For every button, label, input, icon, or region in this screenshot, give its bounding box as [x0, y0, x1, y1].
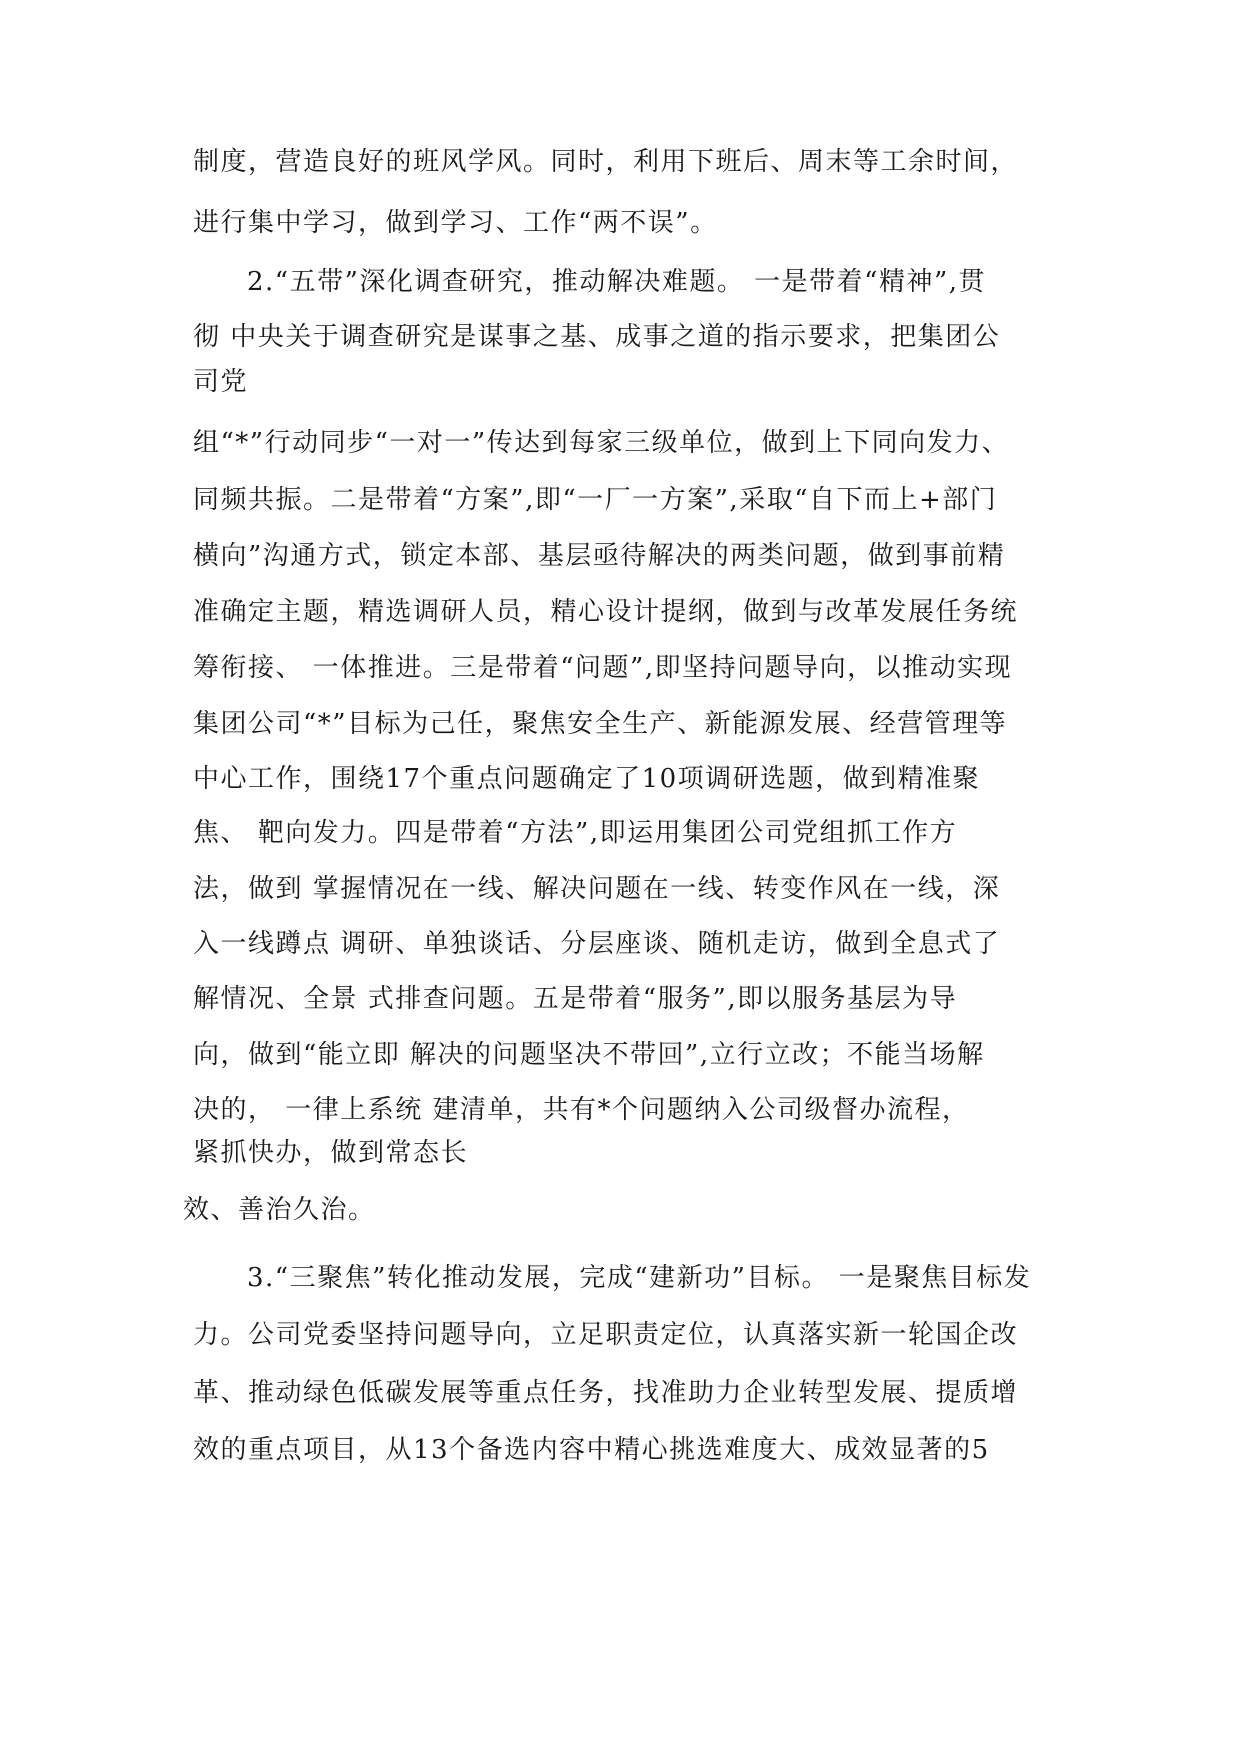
text-line: 紧抓快办，做到常态长 — [193, 1138, 469, 1168]
text-line: 准确定主题，精选调研人员，精心设计提纲，做到与改革发展任务统 — [193, 597, 1019, 627]
text-line: 筹衔接、 一体推进。三是带着“问题”,即坚持问题导向，以推动实现 — [193, 653, 1013, 683]
text-line: 2.“五带”深化调查研究，推动解决难题。 一是带着“精神”,贯 — [247, 267, 987, 297]
text-line: 集团公司“*”目标为己任，聚焦安全生产、新能源发展、经营管理等 — [193, 709, 1008, 739]
text-line: 革、推动绿色低碳发展等重点任务，找准助力企业转型发展、提质增 — [193, 1378, 1019, 1408]
text-line: 效、善治久治。 — [183, 1195, 376, 1225]
text-line: 中心工作，围绕17个重点问题确定了10项调研选题，做到精准聚 — [193, 764, 981, 794]
text-line: 向，做到“能立即 解决的问题坚决不带回”,立行立改；不能当场解 — [193, 1040, 985, 1070]
text-line: 彻 中央关于调查研究是谋事之基、成事之道的指示要求，把集团公 — [193, 322, 1001, 352]
text-line: 法，做到 掌握情况在一线、解决问题在一线、转变作风在一线，深 — [193, 874, 1001, 904]
text-line: 入一线蹲点 调研、单独谈话、分层座谈、随机走访，做到全息式了 — [193, 929, 1001, 959]
text-line: 进行集中学习，做到学习、工作“两不误”。 — [193, 208, 718, 238]
text-line: 力。公司党委坚持问题导向，立足职责定位，认真落实新一轮国企改 — [193, 1320, 1019, 1350]
text-line: 横向”沟通方式，锁定本部、基层亟待解决的两类问题，做到事前精 — [193, 541, 1006, 571]
text-line: 决的， 一律上系统 建清单，共有*个问题纳入公司级督办流程， — [193, 1095, 970, 1125]
text-line: 解情况、全景 式排查问题。五是带着“服务”,即以服务基层为导 — [193, 984, 958, 1014]
text-line: 司党 — [193, 367, 249, 397]
text-line: 效的重点项目，从13个备选内容中精心挑选难度大、成效显著的5 — [193, 1435, 990, 1465]
text-line: 组“*”行动同步“一对一”传达到每家三级单位，做到上下同向发力、 — [193, 428, 1010, 458]
text-line: 3.“三聚焦”转化推动发展，完成“建新功”目标。 一是聚焦目标发 — [247, 1263, 1032, 1293]
text-line: 焦、 靶向发力。四是带着“方法”,即运用集团公司党组抓工作方 — [193, 818, 958, 848]
text-line: 制度，营造良好的班风学风。同时，利用下班后、周末等工余时间， — [193, 147, 1019, 177]
text-line: 同频共振。二是带着“方案”,即“一厂一方案”,采取“自下而上+部门 — [193, 485, 998, 515]
